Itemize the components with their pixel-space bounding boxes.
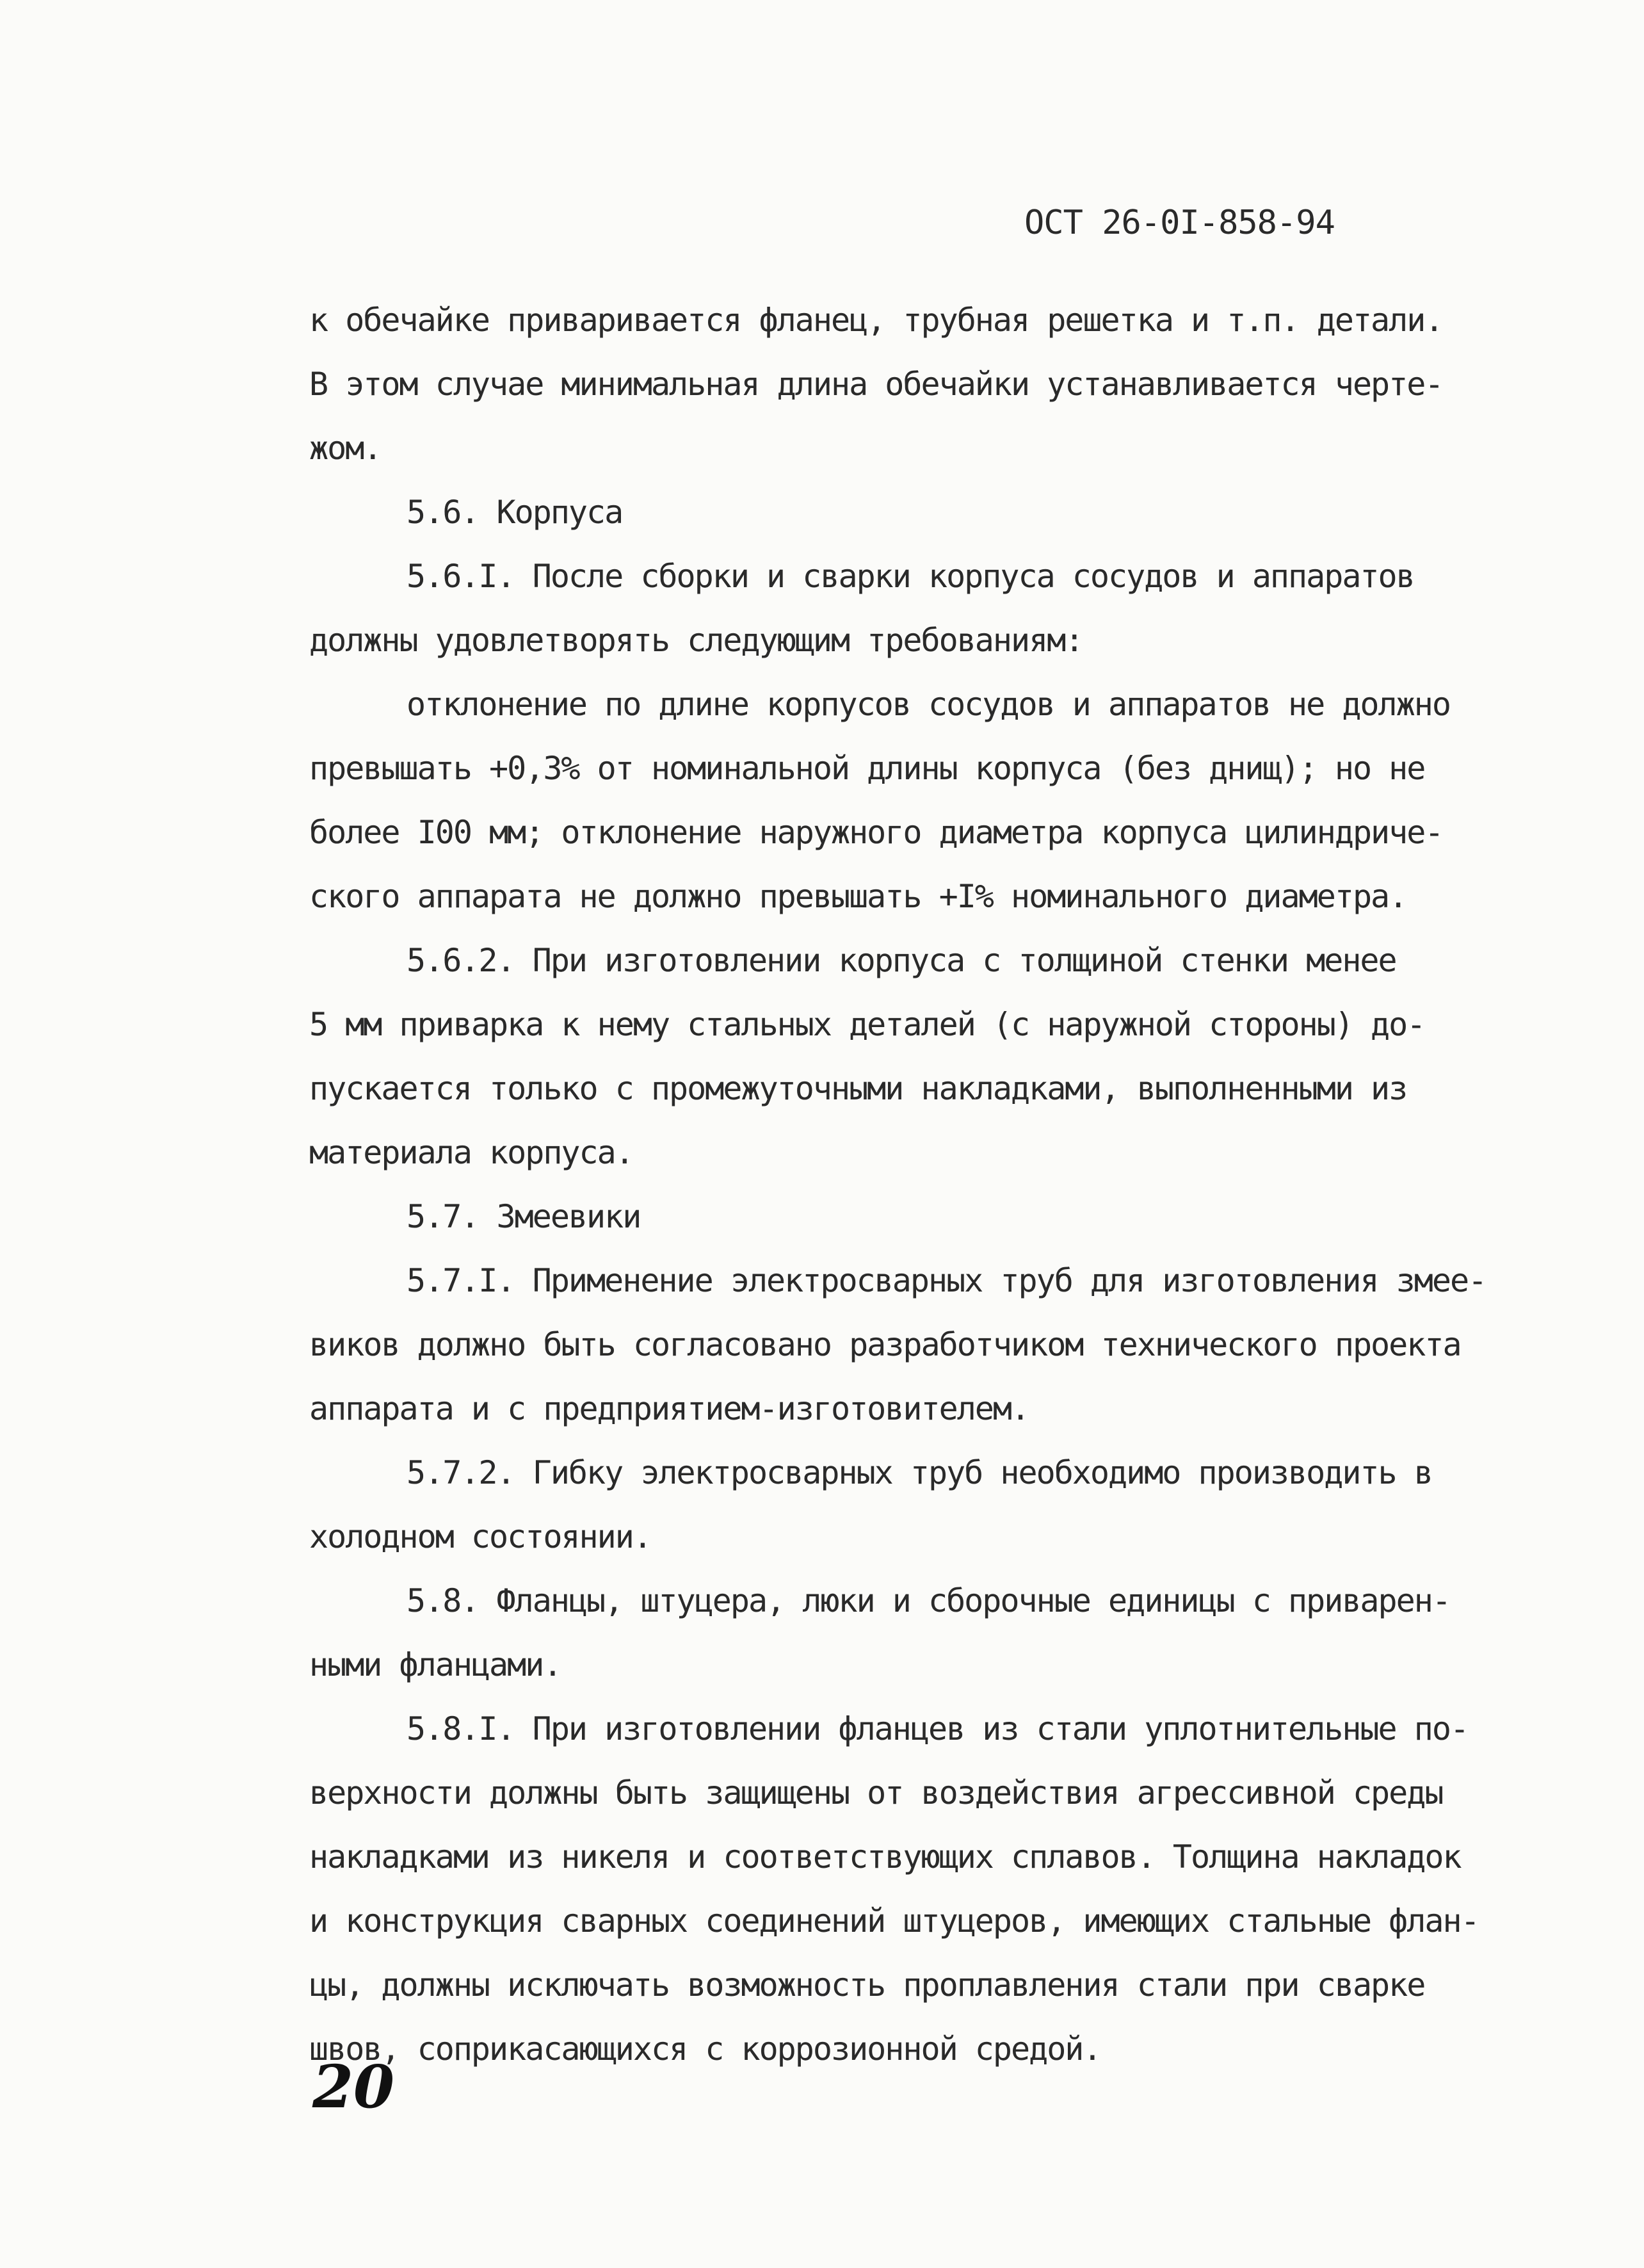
text-line: ными фланцами. [309, 1646, 561, 1683]
section-heading: 5.7. Змеевики [407, 1198, 641, 1235]
text-line: пускается только с промежуточными накладками, выполненными из [309, 1070, 1407, 1107]
text-line: превышать +0,3% от номинальной длины корпуса (без днищ); но не [309, 750, 1425, 787]
text-line: материала корпуса. [309, 1134, 633, 1171]
text-line: виков должно быть согласовано разработчиком технического проекта [309, 1326, 1461, 1363]
text-line: 5.7.I. Применение электросварных труб для изготовления змее- [407, 1262, 1487, 1299]
text-line: 5.7.2. Гибку электросварных труб необходимо производить в [407, 1454, 1432, 1491]
section-heading: 5.8. Фланцы, штуцера, люки и сборочные единицы с приварен- [407, 1582, 1450, 1619]
text-line: верхности должны быть защищены от воздействия агрессивной среды [309, 1774, 1443, 1811]
text-line: 5.6.I. После сборки и сварки корпуса сосудов и аппаратов [407, 558, 1414, 595]
text-line: аппарата и с предприятием-изготовителем. [309, 1390, 1029, 1427]
text-line: 5.8.I. При изготовлении фланцев из стали уплотнительные по- [407, 1710, 1469, 1747]
section-heading: 5.6. Корпуса [407, 494, 623, 531]
text-line: более I00 мм; отклонение наружного диаметра корпуса цилиндриче- [309, 814, 1443, 851]
text-line: отклонение по длине корпусов сосудов и аппаратов не должно [407, 686, 1450, 723]
document-code: ОСТ 26-0I-858-94 [1024, 204, 1335, 242]
text-line: жом. [309, 430, 382, 467]
text-line: 5.6.2. При изготовлении корпуса с толщиной стенки менее [407, 942, 1396, 979]
text-line: швов, соприкасающихся с коррозионной средой. [309, 2030, 1101, 2068]
text-line: должны удовлетворять следующим требованиям: [309, 622, 1083, 659]
text-line: накладками из никеля и соответствующих сплавов. Толщина накладок [309, 1838, 1461, 1875]
text-line: холодном состоянии. [309, 1518, 651, 1555]
page-number: 20 [312, 2052, 395, 2121]
text-line: 5 мм приварка к нему стальных деталей (с наружной стороны) до- [309, 1006, 1425, 1043]
text-line: к обечайке приваривается фланец, трубная решетка и т.п. детали. [309, 302, 1443, 339]
text-line: и конструкция сварных соединений штуцеров, имеющих стальные флан- [309, 1902, 1479, 1940]
text-line: В этом случае минимальная длина обечайки устанавливается черте- [309, 366, 1443, 403]
text-line: цы, должны исключать возможность проплавления стали при сварке [309, 1966, 1425, 2004]
text-line: ского аппарата не должно превышать +I% номинального диаметра. [309, 878, 1407, 915]
